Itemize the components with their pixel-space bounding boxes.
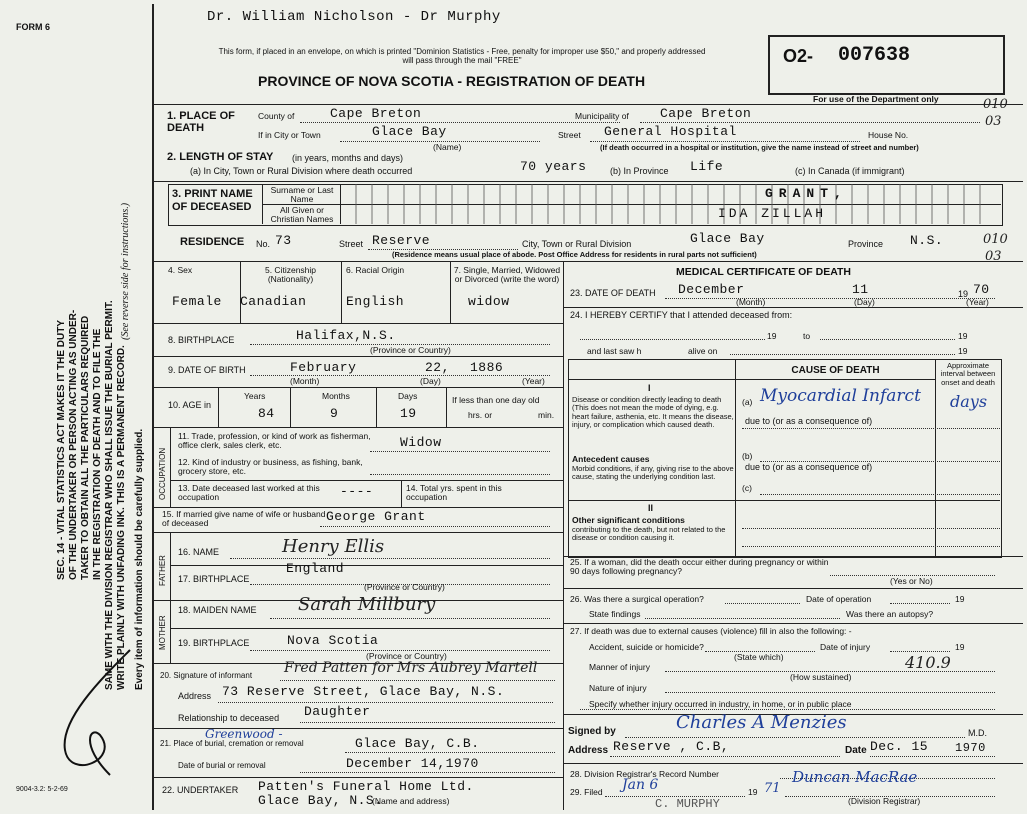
rule bbox=[240, 261, 241, 323]
rule bbox=[645, 618, 840, 619]
filed-date: Jan 6 bbox=[622, 777, 659, 793]
rule bbox=[153, 181, 1023, 182]
informant-address-label: Address bbox=[178, 691, 212, 701]
rule bbox=[300, 122, 620, 123]
age-label: 10. AGE in bbox=[168, 400, 212, 410]
street-value: General Hospital bbox=[604, 124, 737, 139]
dept-code-1: 010 bbox=[983, 97, 1008, 112]
rule bbox=[568, 379, 935, 380]
rule bbox=[345, 752, 555, 753]
rule bbox=[341, 261, 342, 323]
registrar-stamp: C. MURPHY bbox=[655, 797, 720, 811]
rule bbox=[568, 500, 1000, 501]
birthplace-value: Halifax,N.S. bbox=[296, 328, 396, 343]
rule bbox=[153, 104, 1023, 105]
given-names-value: IDA ZILLAH bbox=[718, 206, 827, 221]
q27-label: 27. If death was due to external causes (violence) fill in also the following: - bbox=[570, 626, 852, 636]
rule bbox=[742, 546, 1000, 547]
birthplace-sub: (Province or Country) bbox=[370, 345, 451, 355]
interval-label: Approximate interval between onset and death bbox=[940, 361, 996, 387]
mother-birthplace-value: Nova Scotia bbox=[287, 633, 379, 648]
cause-b-label: (b) bbox=[742, 451, 753, 461]
stay-a-value: 70 years bbox=[520, 159, 587, 174]
date-of-op-label: Date of operation bbox=[806, 594, 872, 604]
industry-label: 12. Kind of industry or business, as fishing, bank, grocery store, etc. bbox=[178, 457, 363, 477]
margin-pen-mark bbox=[40, 640, 140, 790]
stay-a-label: (a) In City, Town or Rural Division where death occurred bbox=[190, 166, 413, 176]
dob-label: 9. DATE OF BIRTH bbox=[168, 365, 246, 375]
rule bbox=[153, 427, 563, 428]
manner-label: Manner of injury bbox=[589, 662, 650, 672]
margin-text-3: TAKER TO OBTAIN ALL THE PARTICULARS REQUIRED bbox=[80, 315, 91, 580]
rule bbox=[665, 692, 995, 693]
residence-note: (Residence means usual place of abode. Post Office Address for residents in rural parts not sufficient) bbox=[392, 250, 757, 259]
record-number-label: 28. Division Registrar's Record Number bbox=[570, 769, 720, 779]
registrar-signature: Duncan MacRae bbox=[792, 768, 918, 786]
cause-c-label: (c) bbox=[742, 483, 752, 493]
q26-label: 26. Was there a surgical operation? bbox=[570, 594, 704, 604]
spouse-label: 15. If married give name of wife or husband of deceased bbox=[162, 509, 326, 529]
dept-code-2: 03 bbox=[985, 114, 1002, 129]
city-value: Glace Bay bbox=[372, 124, 447, 139]
stay-c-label: (c) In Canada (if immigrant) bbox=[795, 166, 905, 176]
filed-label: 29. Filed bbox=[570, 787, 603, 797]
rule bbox=[290, 387, 291, 427]
age-years-value: 84 bbox=[258, 406, 275, 421]
signed-by-label: Signed by bbox=[568, 726, 616, 737]
division-registrar-label: (Division Registrar) bbox=[848, 796, 921, 806]
min-label: min. bbox=[538, 410, 555, 420]
burial-place-hw: Greenwood - bbox=[205, 727, 283, 741]
informant-sig-label: 20. Signature of informant bbox=[160, 671, 253, 680]
res-city-value: Glace Bay bbox=[690, 231, 765, 246]
stay-sub: (in years, months and days) bbox=[292, 153, 404, 163]
rule bbox=[563, 623, 1023, 624]
rule bbox=[730, 354, 955, 355]
city-label: If in City or Town bbox=[258, 130, 321, 140]
cert-address-label: Address bbox=[568, 745, 609, 756]
given-label: All Given or Christian Names bbox=[270, 205, 334, 225]
dob-month-label: (Month) bbox=[290, 376, 320, 386]
rule bbox=[300, 772, 555, 773]
mother-side-label: MOTHER bbox=[158, 615, 167, 650]
signed-by-signature: Charles A Menzies bbox=[676, 712, 847, 733]
rule bbox=[370, 451, 550, 452]
margin-text-5: SAME WITH THE DIVISION REGISTRAR WHO SHALL ISSUE THE BURIAL PERMIT. bbox=[104, 300, 115, 690]
rule bbox=[735, 359, 736, 556]
municipality-label: Municipality of bbox=[575, 111, 629, 121]
date-of-death-label: 23. DATE OF DEATH bbox=[570, 288, 656, 298]
municipality-value: Cape Breton bbox=[660, 106, 752, 121]
cause-a-value: Myocardial Infarct bbox=[760, 386, 921, 406]
rule bbox=[280, 680, 555, 681]
interval-a-value: days bbox=[950, 392, 988, 411]
q25-yes-no: (Yes or No) bbox=[890, 576, 933, 586]
rule bbox=[742, 528, 1000, 529]
informant-address-value: 73 Reserve Street, Glace Bay, N.S. bbox=[222, 684, 505, 699]
county-label: County of bbox=[258, 111, 295, 121]
rule bbox=[153, 532, 563, 533]
op-19: 19 bbox=[955, 594, 965, 604]
rule bbox=[370, 474, 550, 475]
name-letter-boxes bbox=[340, 184, 1001, 224]
dob-day: 22, bbox=[425, 360, 450, 375]
state-which-label: (State which) bbox=[734, 652, 784, 662]
trade-label: 11. Trade, profession, or kind of work as fisherman, office clerk, sales clerk, etc. bbox=[178, 431, 371, 451]
cert-date-label: Date bbox=[845, 745, 867, 756]
rule bbox=[890, 651, 950, 652]
stay-b-label: (b) In Province bbox=[610, 166, 669, 176]
age-days-value: 19 bbox=[400, 406, 417, 421]
mother-maiden-label: 18. MAIDEN NAME bbox=[178, 605, 257, 615]
res-province-label: Province bbox=[848, 239, 884, 249]
margin-text-7: (See reverse side for instructions.) bbox=[120, 202, 131, 340]
death-year-label: (Year) bbox=[966, 297, 989, 307]
citizenship-value: Canadian bbox=[240, 294, 307, 309]
name-of-deceased-label: 3. PRINT NAME OF DECEASED bbox=[172, 188, 253, 213]
last-worked-label: 13. Date deceased last worked at this occupation bbox=[178, 483, 320, 503]
disease-label: Disease or condition directly leading to death (This does not mean the mode of dying, e.g. heart failure, asthenia, etc. It means the disease, injury, or complication which caused death. bbox=[572, 395, 734, 429]
racial-value: English bbox=[346, 294, 405, 309]
rule bbox=[450, 261, 451, 323]
res-city-label: City, Town or Rural Division bbox=[522, 239, 632, 249]
filed-19: 19 bbox=[748, 787, 758, 797]
undertaker-city: Glace Bay, N.S. bbox=[258, 793, 383, 808]
burial-place-label: 21. Place of burial, cremation or removal bbox=[160, 739, 304, 748]
rule bbox=[625, 737, 965, 738]
md-label: M.D. bbox=[968, 728, 987, 738]
state-findings-label: State findings bbox=[589, 609, 641, 619]
filed-year: 71 bbox=[764, 781, 781, 796]
relationship-value: Daughter bbox=[304, 704, 371, 719]
res-no-value: 73 bbox=[275, 233, 292, 248]
rule bbox=[665, 298, 995, 299]
certify-to: to bbox=[803, 331, 811, 341]
last-worked-value: ---- bbox=[340, 484, 374, 499]
q25-label: 25. If a woman, did the death occur either during pregnancy or within 90 days following pregnancy? bbox=[570, 557, 829, 577]
rule bbox=[870, 756, 995, 757]
death-month-label: (Month) bbox=[736, 297, 766, 307]
death-day-label: (Day) bbox=[854, 297, 875, 307]
res-no-label: No. bbox=[256, 239, 271, 249]
rule bbox=[640, 122, 980, 123]
rule bbox=[563, 588, 1023, 589]
dob-day-label: (Day) bbox=[420, 376, 441, 386]
margin-text-8: Every item of information should be carefully supplied. bbox=[134, 428, 145, 690]
less-than-day-label: If less than one day old bbox=[452, 395, 540, 405]
father-name-label: 16. NAME bbox=[178, 547, 220, 557]
rule bbox=[170, 480, 563, 481]
sex-label: 4. Sex bbox=[168, 265, 193, 275]
last-saw-label: and last saw h bbox=[587, 346, 642, 356]
manner-code: 410.9 bbox=[905, 653, 951, 672]
specify-label: Specify whether injury occurred in industry, in home, or in public place bbox=[589, 699, 852, 709]
mother-birthplace-label: 19. BIRTHPLACE bbox=[178, 638, 250, 648]
cert-date-value: Dec. 15 bbox=[870, 739, 929, 754]
rule bbox=[563, 763, 1023, 764]
birthplace-label: 8. BIRTHPLACE bbox=[168, 335, 235, 345]
burial-date-value: December 14,1970 bbox=[346, 756, 479, 771]
cert-date-year: 1970 bbox=[955, 741, 986, 755]
marital-value: widow bbox=[468, 294, 510, 309]
street-label: Street bbox=[558, 130, 581, 140]
certify-label: 24. I HEREBY CERTIFY that I attended deceased from: bbox=[570, 310, 793, 320]
father-name-value: Henry Ellis bbox=[282, 536, 385, 557]
rule bbox=[320, 526, 550, 527]
rule bbox=[170, 532, 171, 600]
citizenship-label: 5. Citizenship (Nationality) bbox=[264, 265, 317, 285]
res-street-value: Reserve bbox=[372, 233, 431, 248]
stay-label: 2. LENGTH OF STAY bbox=[167, 151, 274, 163]
dept-use-label: For use of the Department only bbox=[813, 94, 939, 104]
rule bbox=[563, 307, 1023, 308]
undertaker-label: 22. UNDERTAKER bbox=[162, 785, 239, 795]
house-label: House No. bbox=[868, 130, 909, 140]
age-months-label: Months bbox=[322, 391, 350, 401]
residence-label: RESIDENCE bbox=[180, 236, 245, 248]
rule bbox=[153, 261, 1023, 262]
rule bbox=[153, 356, 563, 357]
mother-prov-sub: (Province or Country) bbox=[366, 651, 447, 661]
trade-value: Widow bbox=[400, 435, 442, 450]
dob-month: February bbox=[290, 360, 357, 375]
form-number: FORM 6 bbox=[16, 22, 51, 32]
dept-code-3: 010 bbox=[983, 232, 1008, 247]
undertaker-sub: (Name and address) bbox=[372, 796, 450, 806]
rule bbox=[270, 618, 550, 619]
death-month: December bbox=[678, 282, 745, 297]
how-sustained-label: (How sustained) bbox=[790, 672, 852, 682]
rule bbox=[170, 628, 563, 629]
hospital-note: (If death occurred in a hospital or institution, give the name instead of street and number) bbox=[600, 143, 919, 152]
due-to-label-2: due to (or as a consequence of) bbox=[745, 462, 873, 472]
rule bbox=[170, 565, 563, 566]
burial-place-value: Glace Bay, C.B. bbox=[355, 736, 480, 751]
rule bbox=[153, 777, 563, 778]
injury-19: 19 bbox=[955, 642, 965, 652]
county-value: Cape Breton bbox=[330, 106, 422, 121]
father-birthplace-value: England bbox=[286, 561, 345, 576]
other-conditions-text: contributing to the death, but not related to the disease or condition causing it. bbox=[572, 525, 726, 543]
age-months-value: 9 bbox=[330, 406, 339, 421]
father-side-label: FATHER bbox=[158, 555, 167, 586]
roman-2: II bbox=[648, 503, 654, 513]
surname-value: GRANT, bbox=[765, 186, 848, 201]
burial-date-label: Date of burial or removal bbox=[178, 761, 266, 770]
place-of-death-label: 1. PLACE OF DEATH bbox=[167, 110, 235, 134]
sex-value: Female bbox=[172, 294, 222, 309]
certify-19a: 19 bbox=[767, 331, 777, 341]
rule bbox=[590, 141, 860, 142]
medical-title: MEDICAL CERTIFICATE OF DEATH bbox=[676, 266, 851, 278]
rule bbox=[153, 387, 563, 388]
rule bbox=[401, 480, 402, 507]
rule bbox=[610, 756, 840, 757]
occupation-side-label: OCCUPATION bbox=[158, 447, 167, 500]
margin-text-1: SEC. 14 - VITAL STATISTICS ACT MAKES IT THE DUTY bbox=[56, 319, 67, 580]
death-year-prefix: 19 bbox=[958, 289, 969, 299]
death-day: 11 bbox=[852, 282, 869, 297]
cause-title: CAUSE OF DEATH bbox=[791, 365, 880, 376]
rule bbox=[300, 722, 555, 723]
dept-code-4: 03 bbox=[985, 249, 1002, 264]
rule bbox=[153, 507, 563, 508]
cause-a-label: (a) bbox=[742, 397, 753, 407]
certify-19c: 19 bbox=[958, 346, 968, 356]
rule bbox=[446, 387, 447, 427]
date-injury-label: Date of injury bbox=[820, 642, 871, 652]
rule bbox=[820, 339, 955, 340]
rule bbox=[218, 702, 553, 703]
age-days-label: Days bbox=[398, 391, 418, 401]
dob-year-label: (Year) bbox=[522, 376, 545, 386]
certify-19b: 19 bbox=[958, 331, 968, 341]
rule bbox=[218, 387, 219, 427]
age-years-label: Years bbox=[244, 391, 266, 401]
father-prov-sub: (Province or Country) bbox=[364, 582, 445, 592]
form-code: 9004-3.2: 5-2-69 bbox=[16, 786, 68, 793]
mother-maiden-value: Sarah Millbury bbox=[298, 594, 436, 615]
antecedent-label: Antecedent causes bbox=[572, 454, 650, 464]
rule bbox=[153, 323, 563, 324]
margin-divider bbox=[152, 4, 154, 810]
racial-label: 6. Racial Origin bbox=[346, 265, 405, 275]
death-year: 70 bbox=[973, 282, 990, 297]
roman-1: I bbox=[648, 383, 651, 393]
res-street-label: Street bbox=[339, 239, 364, 249]
surname-label: Surname or Last Name bbox=[270, 185, 334, 205]
rule bbox=[760, 494, 1000, 495]
relationship-label: Relationship to deceased bbox=[178, 713, 280, 723]
margin-text-2: OF THE UNDERTAKER OR PERSON ACTING AS UNDER- bbox=[68, 309, 79, 580]
autopsy-label: Was there an autopsy? bbox=[846, 609, 934, 619]
other-conditions-label: Other significant conditions bbox=[572, 515, 685, 525]
rule bbox=[742, 428, 1000, 429]
margin-text-6: WRITE PLAINLY WITH UNFADING INK. THIS IS A PERMANENT RECORD. bbox=[116, 345, 127, 690]
rule bbox=[725, 603, 800, 604]
informant-signature: Fred Patten for Mrs Aubrey Martell bbox=[284, 660, 538, 676]
rule bbox=[230, 558, 550, 559]
cert-address-value: Reserve , C.B, bbox=[613, 739, 730, 754]
alive-on-label: alive on bbox=[688, 346, 718, 356]
father-birthplace-label: 17. BIRTHPLACE bbox=[178, 574, 250, 584]
spouse-value: George Grant bbox=[326, 509, 426, 524]
reg-prefix: O2- bbox=[783, 46, 814, 66]
marital-label: 7. Single, Married, Widowed or Divorced (write the word) bbox=[453, 265, 561, 285]
total-years-label: 14. Total yrs. spent in this occupation bbox=[406, 483, 502, 503]
nature-label: Nature of injury bbox=[589, 683, 647, 693]
doctor-names: Dr. William Nicholson - Dr Murphy bbox=[207, 9, 501, 25]
antecedent-text: Morbid conditions, if any, giving rise to the above cause, stating the underlying condition last. bbox=[572, 464, 734, 482]
margin-text-4: IN THE REGISTRATION OF DEATH AND TO FILE THE bbox=[92, 328, 103, 580]
dob-year: 1886 bbox=[470, 360, 504, 375]
hrs-label: hrs. or bbox=[468, 410, 493, 420]
rule bbox=[580, 339, 765, 340]
column-divider bbox=[563, 261, 564, 810]
rule bbox=[935, 359, 936, 556]
rule bbox=[170, 427, 171, 507]
name-sub-label: (Name) bbox=[433, 142, 462, 152]
due-to-label-1: due to (or as a consequence of) bbox=[745, 416, 873, 426]
rule bbox=[376, 387, 377, 427]
reg-number: 007638 bbox=[838, 44, 911, 67]
res-province-value: N.S. bbox=[910, 233, 944, 248]
rule bbox=[890, 603, 950, 604]
stay-b-value: Life bbox=[690, 159, 724, 174]
rule bbox=[580, 709, 995, 710]
undertaker-name: Patten's Funeral Home Ltd. bbox=[258, 779, 474, 794]
form-title: PROVINCE OF NOVA SCOTIA - REGISTRATION OF DEATH bbox=[258, 73, 646, 89]
accident-label: Accident, suicide or homicide? bbox=[589, 642, 704, 652]
mail-notice: This form, if placed in an envelope, on which is printed "Dominion Statistics - Free, penalty for improper use $50," and properly addressed will pass through the mail "FREE" bbox=[218, 47, 706, 65]
rule bbox=[170, 600, 171, 663]
